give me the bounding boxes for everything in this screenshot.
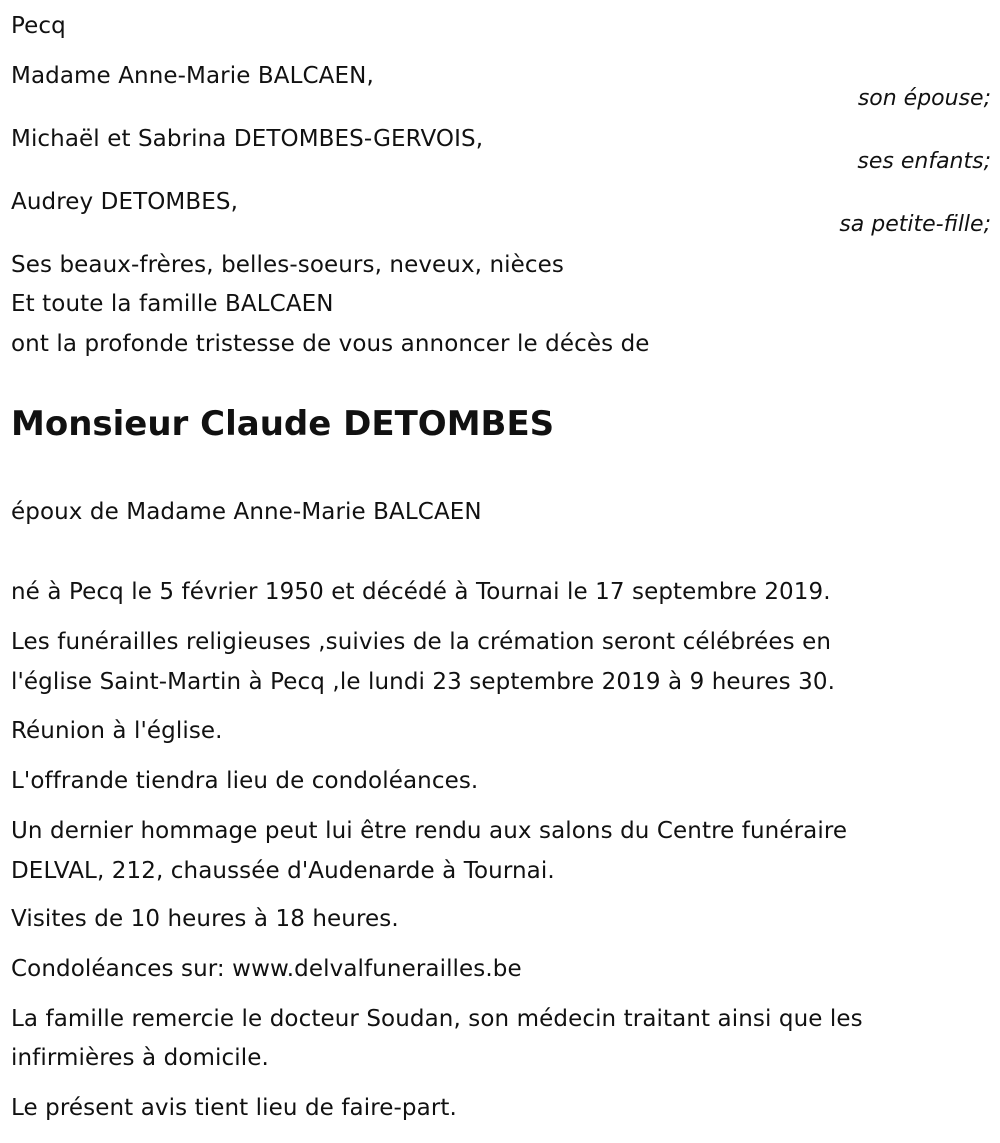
notice-line: Le présent avis tient lieu de faire-part. <box>11 1095 457 1121</box>
birth-death-line: né à Pecq le 5 février 1950 et décédé à Tournai le 17 septembre 2019. <box>11 579 831 605</box>
family-member-name: Madame Anne-Marie BALCAEN, <box>11 63 374 89</box>
family-member-name: Michaël et Sabrina DETOMBES-GERVOIS, <box>11 126 484 152</box>
location: Pecq <box>11 13 66 39</box>
thanks-line: infirmières à domicile. <box>11 1045 269 1071</box>
funeral-line: l'église Saint-Martin à Pecq ,le lundi 23 septembre 2019 à 9 heures 30. <box>11 669 835 695</box>
spouse-line: époux de Madame Anne-Marie BALCAEN <box>11 499 482 525</box>
visits-line: Visites de 10 heures à 18 heures. <box>11 906 399 932</box>
extended-family-line: Ses beaux-frères, belles-soeurs, neveux, nièces <box>11 252 564 278</box>
meeting-line: Réunion à l'église. <box>11 718 223 744</box>
family-member-relation: sa petite-fille; <box>839 212 991 237</box>
family-member-relation: ses enfants; <box>857 149 991 174</box>
family-member-relation: son épouse; <box>857 86 991 111</box>
family-member-name: Audrey DETOMBES, <box>11 189 238 215</box>
condolences-line: Condoléances sur: www.delvalfunerailles.be <box>11 956 522 982</box>
extended-family-line: Et toute la famille BALCAEN <box>11 291 334 317</box>
tribute-address-line: DELVAL, 212, chaussée d'Audenarde à Tournai. <box>11 858 555 884</box>
funeral-line: Les funérailles religieuses ,suivies de la crémation seront célébrées en <box>11 629 832 655</box>
thanks-line: La famille remercie le docteur Soudan, son médecin traitant ainsi que les <box>11 1006 863 1032</box>
announcement-line: ont la profonde tristesse de vous annoncer le décès de <box>11 331 650 357</box>
deceased-name: Monsieur Claude DETOMBES <box>11 404 555 444</box>
tribute-line: Un dernier hommage peut lui être rendu aux salons du Centre funéraire <box>11 818 848 844</box>
offering-line: L'offrande tiendra lieu de condoléances. <box>11 768 479 794</box>
